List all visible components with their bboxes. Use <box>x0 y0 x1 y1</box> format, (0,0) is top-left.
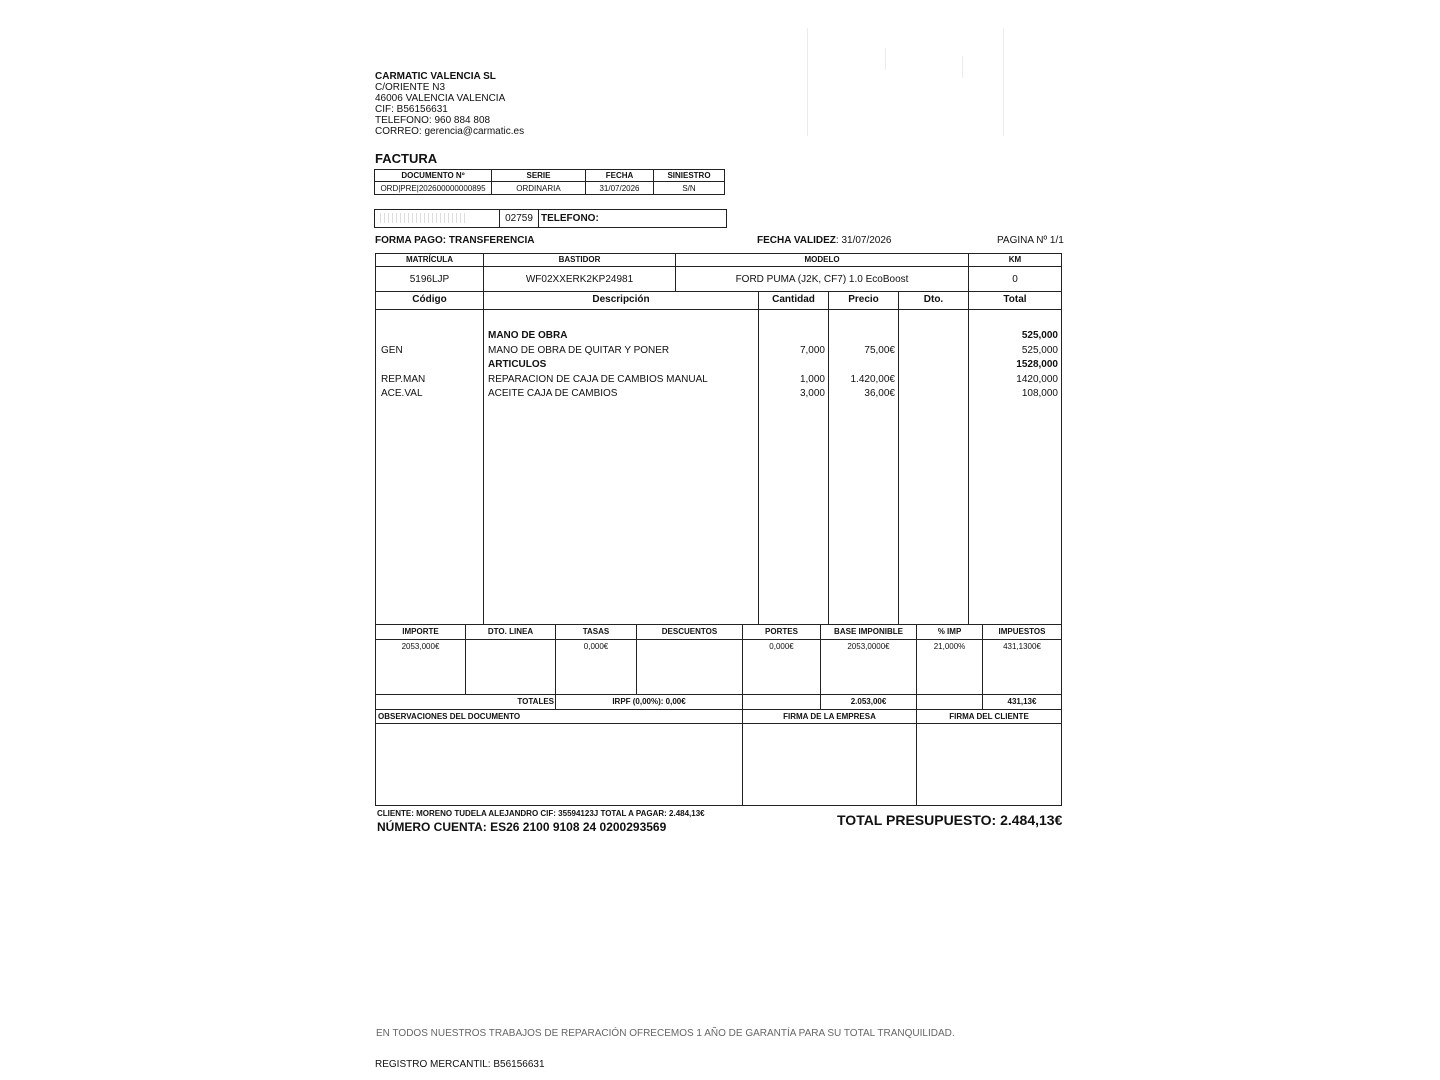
item-total: 1420,000 <box>1016 373 1058 385</box>
tax-total: 431,13€ <box>1007 697 1037 706</box>
km-header: KM <box>1008 255 1022 264</box>
irpf-total: IRPF (0,00%): 0,00€ <box>612 697 686 706</box>
divider <box>828 291 829 625</box>
client-signature-label: FIRMA DEL CLIENTE <box>949 712 1029 721</box>
sum-header-importe: IMPORTE <box>402 627 439 636</box>
sum-header-portes: PORTES <box>765 627 798 636</box>
km-value: 0 <box>1012 274 1018 285</box>
company-block <box>375 71 524 137</box>
bank-account: NÚMERO CUENTA: ES26 2100 9108 24 0200293569 <box>377 820 667 834</box>
divider <box>376 624 1061 625</box>
redacted-client-name <box>377 213 467 223</box>
sum-header-dto: DTO. LINEA <box>487 627 534 636</box>
divider <box>376 723 1061 724</box>
item-qty: 7,000 <box>799 344 825 356</box>
divider <box>968 291 969 625</box>
col-description: Descripción <box>592 294 650 305</box>
item-price: 1.420,00€ <box>850 373 895 385</box>
item-code: GEN <box>381 344 403 356</box>
sum-header-base: BASE IMPONIBLE <box>834 627 903 636</box>
col-code: Código <box>412 294 447 305</box>
company-city: 46006 VALENCIA VALENCIA <box>375 93 506 104</box>
grand-total: TOTAL PRESUPUESTO: 2.484,13€ <box>837 812 1063 828</box>
series-header: SERIE <box>492 170 586 182</box>
item-desc: ACEITE CAJA DE CAMBIOS <box>488 388 618 399</box>
divider <box>376 709 1061 710</box>
invoice-body <box>375 253 1062 806</box>
divider <box>376 309 1061 310</box>
doc-number-header: DOCUMENTO Nº <box>375 170 492 182</box>
divider <box>376 639 1061 640</box>
divider <box>758 291 759 625</box>
logo-placeholder <box>807 28 1007 136</box>
client-box <box>374 209 727 228</box>
plate-header: MATRÍCULA <box>406 255 453 264</box>
company-email: CORREO: gerencia@carmatic.es <box>375 126 525 137</box>
client-code: 02759 <box>499 210 539 227</box>
company-signature-label: FIRMA DE LA EMPRESA <box>783 712 876 721</box>
item-desc: ARTICULOS <box>488 359 547 370</box>
plate-value: 5196LJP <box>409 274 450 285</box>
claim-value: S/N <box>654 182 725 195</box>
divider <box>376 291 1061 292</box>
item-price: 36,00€ <box>864 388 895 399</box>
item-total: 108,000 <box>1021 388 1058 399</box>
sum-value-taxes: 431,1300€ <box>1003 642 1041 651</box>
divider <box>483 291 484 625</box>
totals-label: TOTALES <box>517 697 554 706</box>
company-cif: CIF: B56156631 <box>375 104 448 115</box>
date-value: 31/07/2026 <box>586 182 654 195</box>
validity-label: FECHA VALIDEZ <box>757 235 836 246</box>
divider <box>898 291 899 625</box>
model-value: FORD PUMA (J2K, CF7) 1.0 EcoBoost <box>735 274 909 285</box>
sum-header-taxes: IMPUESTOS <box>998 627 1046 636</box>
company-name: CARMATIC VALENCIA SL <box>375 71 496 82</box>
item-total: 525,000 <box>1021 344 1058 356</box>
divider <box>376 694 1061 695</box>
date-header: FECHA <box>586 170 654 182</box>
company-phone: TELEFONO: 960 884 808 <box>375 115 491 126</box>
vin-header: BASTIDOR <box>558 255 601 264</box>
observations-label: OBSERVACIONES DEL DOCUMENTO <box>378 712 521 721</box>
item-qty: 1,000 <box>799 373 825 385</box>
sum-header-descuentos: DESCUENTOS <box>661 627 718 636</box>
col-price: Precio <box>848 294 879 305</box>
model-header: MODELO <box>804 255 840 264</box>
sum-header-pct: % IMP <box>937 627 962 636</box>
item-price: 75,00€ <box>864 344 895 356</box>
doc-number-value: ORD|PRE|202600000000895 <box>375 182 492 195</box>
sum-value-importe: 2053,000€ <box>401 642 440 651</box>
item-desc: REPARACION DE CAJA DE CAMBIOS MANUAL <box>488 373 708 385</box>
sum-header-tasas: TASAS <box>582 627 610 636</box>
company-address: C/ORIENTE N3 <box>375 82 446 93</box>
vin-value: WF02XXERK2KP24981 <box>525 274 634 285</box>
payment-method: FORMA PAGO: TRANSFERENCIA <box>375 235 535 246</box>
document-title: FACTURA <box>375 151 438 166</box>
registry-note: REGISTRO MERCANTIL: B56156631 <box>375 1059 545 1070</box>
sum-value-pct: 21,000% <box>933 642 966 651</box>
page-number: PAGINA Nº 1/1 <box>997 235 1064 246</box>
claim-header: SINIESTRO <box>654 170 725 182</box>
client-summary-line: CLIENTE: MORENO TUDELA ALEJANDRO CIF: 35594123J TOTAL A PAGAR: 2.484,13€ <box>377 809 705 818</box>
base-total: 2.053,00€ <box>850 697 887 706</box>
divider <box>376 266 1061 267</box>
document-info-table <box>374 169 725 195</box>
guarantee-note: EN TODOS NUESTROS TRABAJOS DE REPARACIÓN OFRECEMOS 1 AÑO DE GARANTÍA PARA SU TOTAL TRANQUILIDAD. <box>376 1028 955 1039</box>
col-quantity: Cantidad <box>772 294 815 305</box>
sum-value-tasas: 0,000€ <box>583 642 609 651</box>
item-total: 525,000 <box>1021 330 1058 341</box>
item-total: 1528,000 <box>1016 359 1058 370</box>
col-discount: Dto. <box>923 294 944 305</box>
validity-value: : 31/07/2026 <box>835 235 892 246</box>
col-total: Total <box>1003 294 1027 305</box>
sum-value-base: 2053,0000€ <box>847 642 890 651</box>
client-phone-label: TELEFONO: <box>541 213 599 224</box>
item-desc: MANO DE OBRA DE QUITAR Y PONER <box>488 344 670 356</box>
item-code: REP.MAN <box>381 373 426 385</box>
series-value: ORDINARIA <box>492 182 586 195</box>
validity-date <box>757 235 892 246</box>
item-code: ACE.VAL <box>381 388 423 399</box>
item-desc: MANO DE OBRA <box>488 330 568 341</box>
sum-value-portes: 0,000€ <box>769 642 794 651</box>
item-qty: 3,000 <box>799 388 825 399</box>
